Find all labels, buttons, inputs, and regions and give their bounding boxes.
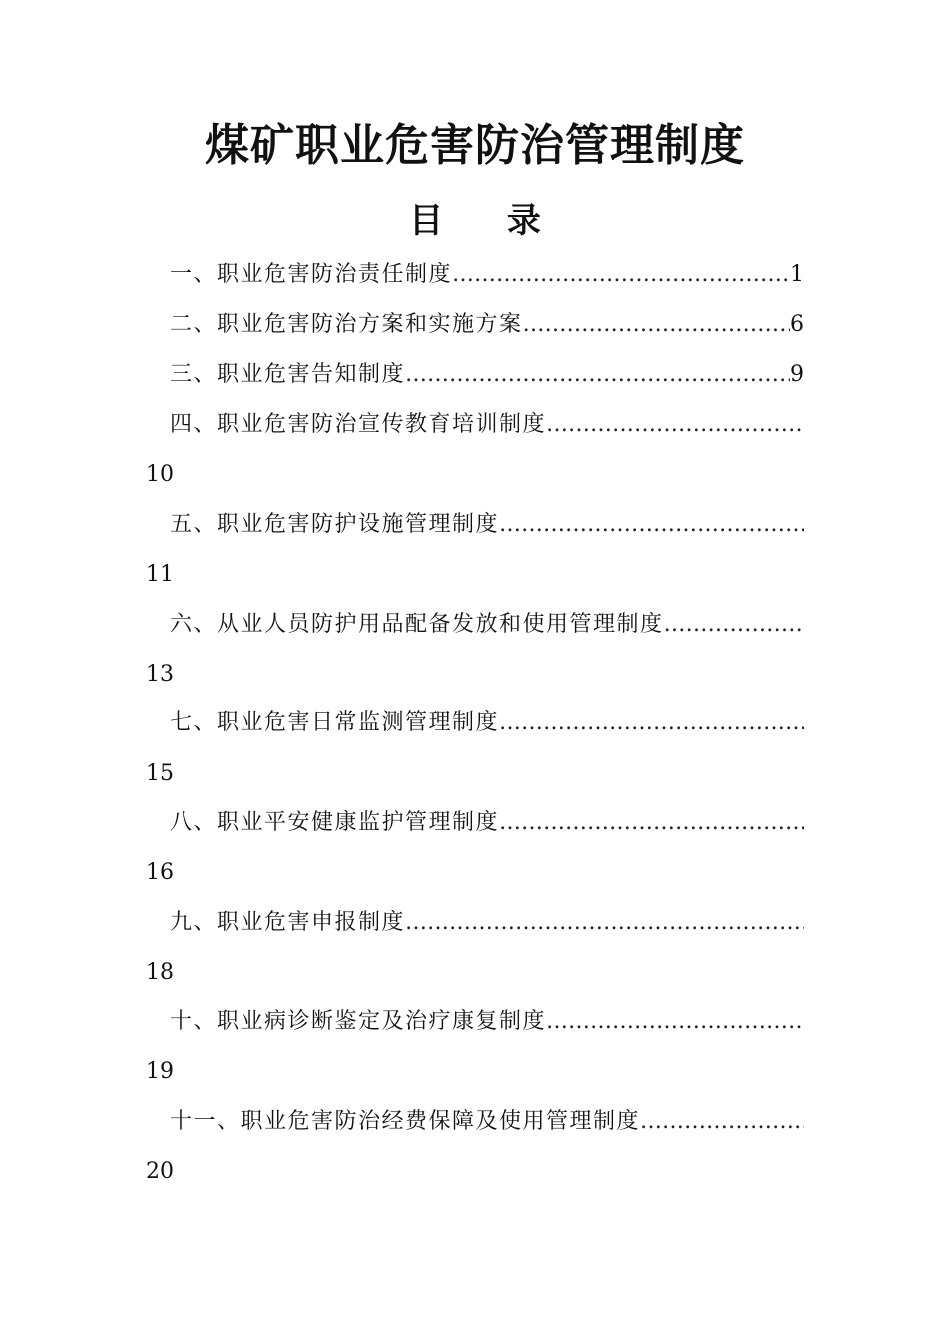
document-title: 煤矿职业危害防治管理制度 <box>205 120 745 171</box>
toc-entry-label: 十、职业病诊断鉴定及治疗康复制度 <box>170 1009 547 1034</box>
toc-leader-dots <box>499 508 804 542</box>
toc-entry-2[interactable] <box>170 308 804 342</box>
toc-leader-dots <box>452 258 790 292</box>
toc-entry-page: 1 <box>790 262 804 287</box>
toc-entry-label: 七、职业危害日常监测管理制度 <box>170 710 500 735</box>
toc-heading: 目 录 <box>409 201 567 241</box>
toc-entry-5[interactable] <box>170 508 804 542</box>
toc-leader-dots <box>546 1005 804 1039</box>
toc-entry-label: 六、从业人员防护用品配备发放和使用管理制度 <box>170 612 664 637</box>
toc-entry-label: 一、职业危害防治责任制度 <box>170 262 453 287</box>
toc-leader-dots <box>405 358 790 392</box>
toc-entry-page: 6 <box>790 312 804 337</box>
toc-entry-label: 八、职业平安健康监护管理制度 <box>170 810 500 835</box>
toc-entry-8[interactable] <box>170 806 804 840</box>
toc-entry-1[interactable] <box>170 258 804 292</box>
toc-entry-8-page: 16 <box>146 860 174 885</box>
toc-entry-label: 五、职业危害防护设施管理制度 <box>170 512 500 537</box>
toc-entry-7[interactable] <box>170 706 804 740</box>
toc-leader-dots <box>664 608 804 642</box>
toc-entry-page: 9 <box>790 362 804 387</box>
toc-leader-dots <box>640 1105 804 1139</box>
toc-leader-dots <box>523 308 790 342</box>
toc-entry-9-page: 18 <box>146 960 174 985</box>
toc-leader-dots <box>405 906 804 940</box>
toc-entry-5-page: 11 <box>146 562 174 587</box>
toc-entry-4[interactable] <box>170 408 804 442</box>
toc-entry-label: 三、职业危害告知制度 <box>170 362 406 387</box>
toc-entry-6-page: 13 <box>146 662 174 687</box>
toc-entry-11-page: 20 <box>146 1159 174 1184</box>
toc-entry-11[interactable] <box>170 1105 804 1139</box>
toc-leader-dots <box>546 408 804 442</box>
toc-entry-label: 九、职业危害申报制度 <box>170 910 406 935</box>
toc-leader-dots <box>499 806 804 840</box>
toc-entry-label: 二、职业危害防治方案和实施方案 <box>170 312 523 337</box>
toc-entry-10-page: 19 <box>146 1059 174 1084</box>
toc-entry-label: 十一、职业危害防治经费保障及使用管理制度 <box>170 1109 641 1134</box>
toc-entry-10[interactable] <box>170 1005 804 1039</box>
toc-entry-6[interactable] <box>170 608 804 642</box>
toc-entry-9[interactable] <box>170 906 804 940</box>
toc-entry-4-page: 10 <box>146 462 174 487</box>
toc-entry-3[interactable] <box>170 358 804 392</box>
toc-leader-dots <box>499 706 804 740</box>
toc-entry-7-page: 15 <box>146 761 174 786</box>
toc-entry-label: 四、职业危害防治宣传教育培训制度 <box>170 412 547 437</box>
